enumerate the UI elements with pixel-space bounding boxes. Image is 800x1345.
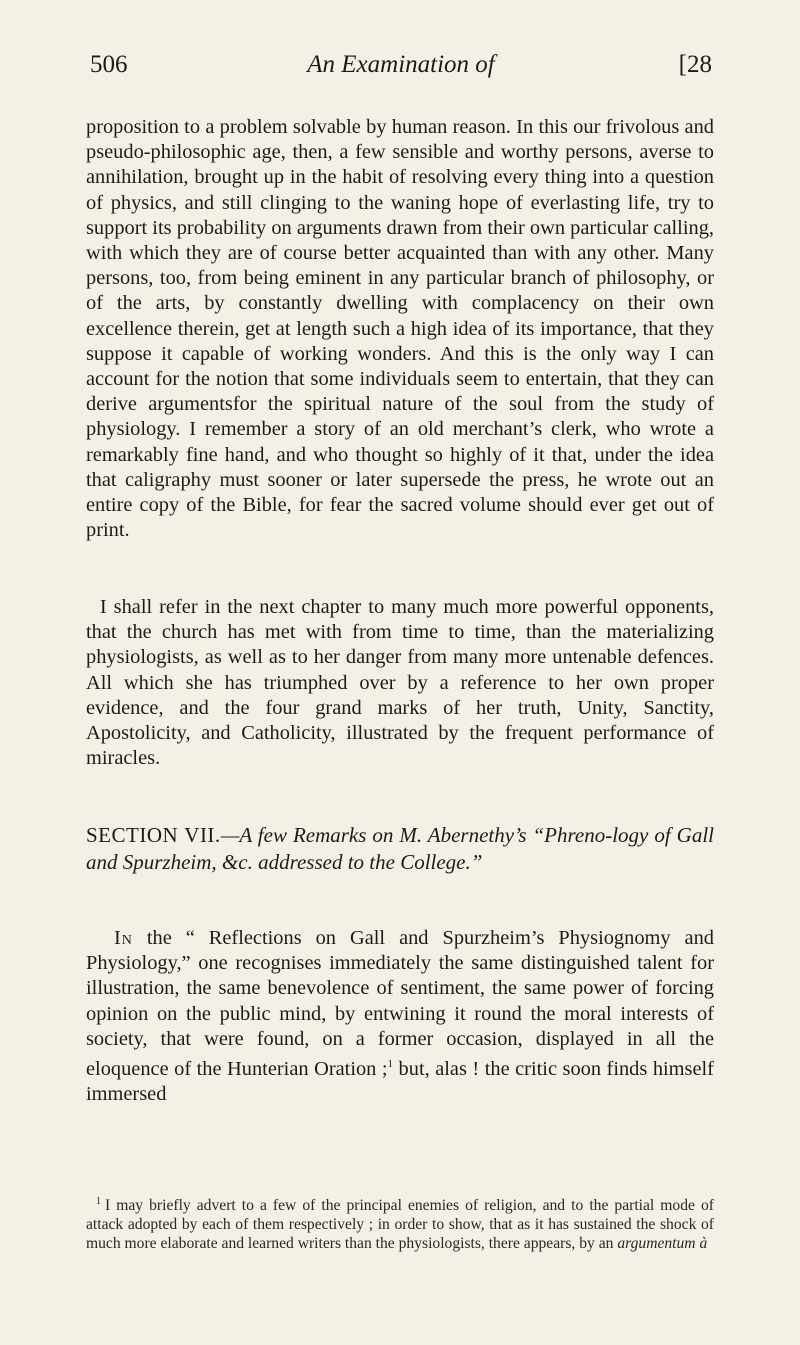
paragraph-1: proposition to a problem solvable by human reason. In this our frivolous and pseudo-philosophic age, then, a few sensible and worthy persons, averse to annihilation, brought up in the habit of resolving every thing into a question of physics, and still clinging to the waning hope of everlasting life, try to support its probability on arguments drawn from their own particular calling, with which they are of course better acquainted than with any other. Many persons, too, from being eminent in any particular branch of philosophy, or of the arts, by constantly dwelling with complacency on their own excellence therein, get at length such a high idea of its importance, that they suppose it capable of working wonders. And this is the only way I can account for the notion that some individuals seem to entertain, that they can derive argumentsfor the spiritual nature of the soul from the study of physiology. I remember a story of an old merchant’s clerk, who wrote a remarkably fine hand, and who thought so highly of it that, under the idea that caligraphy must sooner or later supersede the press, he wrote out an entire copy of the Bible, for fear the sacred volume should ever get out of print.: [86, 116, 714, 542]
paragraph-3-tail: but, alas ! the critic soon finds himself immersed: [86, 1057, 714, 1106]
footnote-mark: 1: [96, 1196, 101, 1207]
running-title: An Examination of: [307, 51, 495, 78]
paragraph-2: [86, 595, 714, 771]
footnote-reference: 1: [387, 1058, 394, 1071]
paragraph-3: [86, 926, 714, 1107]
paragraph-2-text: I shall refer in the next chapter to many much more powerful opponents, that the church has met with from time to time, than the materializing physiologists, as well as to her danger from many more untenable defences. All which she has triumphed over by a reference to her own proper evidence, and the four grand marks of her truth, Unity, Sanctity, Apostolicity, and Catholicity, illustrated by the frequent performance of miracles.: [86, 596, 714, 770]
paragraph-3-text: the “ Reflections on Gall and Spurzheim’s Physiognomy and Physiology,” one recognises immediately the same distinguished talent for illustration, the same benevolence of sentiment, the same power of forcing opinion on the public mind, by entwining it round the moral interests of society, that were found, on a former occasion, displayed in all the eloquence of the Hunterian Oration ;: [86, 927, 714, 1080]
page-number: 506: [90, 51, 128, 78]
section-heading: [86, 822, 714, 876]
paragraph-3-lead: In: [113, 927, 133, 949]
section-title: —A few Remarks on M. Abernethy’s “Phreno-logy of Gall and Spurzheim, &c. addressed to the College.”: [86, 823, 714, 874]
section-label: SECTION VII.: [86, 823, 221, 847]
section-bracket: [28: [678, 51, 712, 78]
footnote-italic: argumentum à: [617, 1235, 708, 1253]
footnote-text: I may briefly advert to a few of the principal enemies of religion, and to the partial mode of attack adopted by each of them respectively ; in order to show, that as it has sustained the shock of much more elaborate and learned writers than the physiologists, there appears, by an: [86, 1197, 714, 1253]
page-header: [90, 45, 712, 85]
footnote: [86, 1192, 714, 1253]
